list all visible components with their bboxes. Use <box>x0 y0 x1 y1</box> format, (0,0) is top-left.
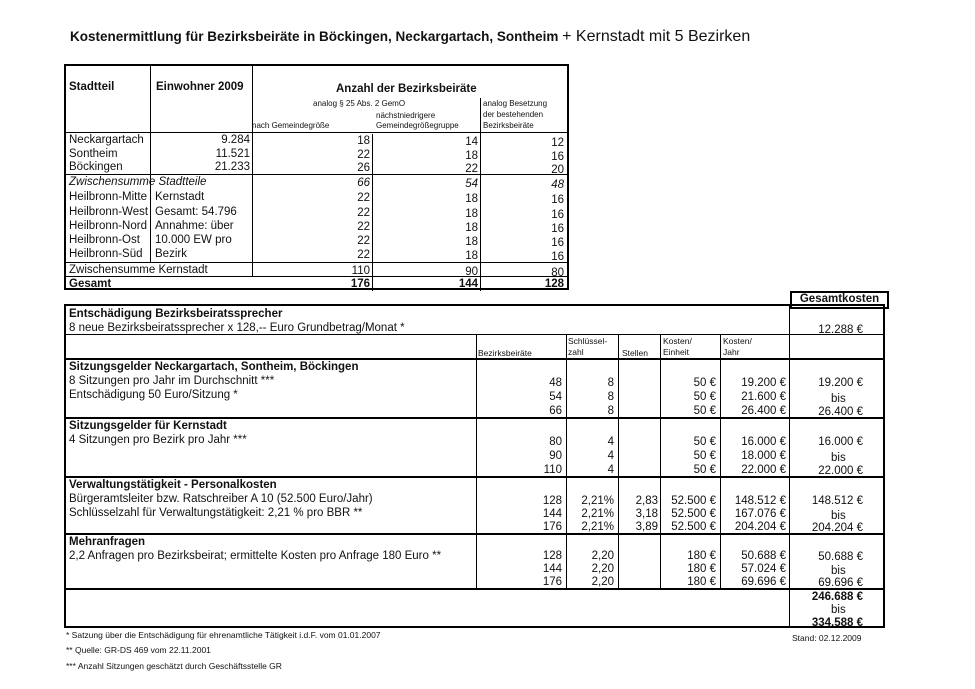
section-title-mehranfragen: Mehranfragen <box>69 536 146 548</box>
header-col-c-1: analog Besetzung <box>483 99 548 108</box>
section-title-sprecher: Entschädigung Bezirksbeiratssprecher <box>69 308 283 320</box>
grand-total-to: 334.588 € <box>811 617 863 629</box>
section-title-verwaltung: Verwaltungstätigkeit - Personalkosten <box>69 479 277 491</box>
header-col-b-2: Gemeindegrößegruppe <box>376 121 459 130</box>
section-title-sitzungsgelder: Sitzungsgelder Neckargartach, Sontheim, Böckingen <box>69 361 359 373</box>
sprecher-line: 8 neue Bezirksbeiratssprecher x 128,-- Euro Grundbetrag/Monat * <box>69 322 405 334</box>
header-col-b-1: nächstniedrigere <box>376 111 436 120</box>
colhead-schluessel-2: zahl <box>568 347 584 357</box>
header-einwohner: Einwohner 2009 <box>156 81 244 93</box>
header-stadtteil: Stadtteil <box>69 81 115 93</box>
grand-total-bis: bis <box>831 604 846 616</box>
footnote-2: ** Quelle: GR-DS 469 vom 22.11.2001 <box>66 645 211 655</box>
footnote-3: *** Anzahl Sitzungen geschätzt durch Geschäftsstelle GR <box>66 661 282 671</box>
sprecher-total: 12.288 € <box>818 324 863 336</box>
colhead-stellen: Stellen <box>622 348 648 358</box>
header-col-a: nach Gemeindegröße <box>252 121 330 130</box>
gesamtkosten-header: Gesamtkosten <box>790 291 889 309</box>
colhead-bezirksbeiraete: Bezirksbeiräte <box>478 348 532 358</box>
colhead-kosten-jahr-1: Kosten/ <box>723 336 752 346</box>
header-anzahl: Anzahl der Bezirksbeiräte <box>336 83 477 95</box>
colhead-kosten-einheit-1: Kosten/ <box>663 336 692 346</box>
colhead-kosten-jahr-2: Jahr <box>723 347 740 357</box>
footnote-1: * Satzung über die Entschädigung für ehrenamtliche Tätigkeit i.d.F. vom 01.01.2007 <box>66 630 381 640</box>
header-col-c-2: der bestehenden <box>483 110 544 119</box>
title-main: Kostenermittlung für Bezirksbeiräte in Böckingen, Neckargartach, Sontheim <box>70 29 559 44</box>
stand-date: Stand: 02.12.2009 <box>792 633 862 643</box>
header-col-c-3: Bezirksbeiräte <box>483 121 534 130</box>
section-title-kernstadt: Sitzungsgelder für Kernstadt <box>69 420 227 432</box>
document-title <box>70 28 750 46</box>
title-suffix: + Kernstadt mit 5 Bezirken <box>562 28 751 45</box>
header-analog-gemo: analog § 25 Abs. 2 GemO <box>313 99 406 108</box>
grand-total-from: 246.688 € <box>811 591 863 603</box>
population-table: Stadtteil Einwohner 2009 Anzahl der Bezirksbeiräte analog § 25 Abs. 2 GemO nach Gemeindegröße nächstniedrigere Gemeindegrößegruppe analog Besetzung der bestehenden Bezirksbeiräte Neckargartach 9.284 18 14 12 Sontheim 11.521 22 18 16 Böckingen 21.233 26 22 20 Zwischensumme Stadtteile 66 54 48 Heilbronn-Mitte Kernstadt 22 18 16 Heilbronn-West Gesamt: 54.796 22 18 16 Heilbronn-Nord Annahme: über 22 18 16 Heilbronn-Ost 10.000 EW pro 22 18 16 Heilbronn-Süd Bezirk 22 18 16 Zwischensumme Kernstadt 110 90 80 Gesamt 176 144 128 <box>64 64 569 290</box>
colhead-kosten-einheit-2: Einheit <box>663 347 689 357</box>
cost-table: Entschädigung Bezirksbeiratssprecher 8 neue Bezirksbeiratssprecher x 128,-- Euro Grundbetrag/Monat * 12.288 € Bezirksbeiräte Schlüssel- zahl Stellen Kosten/ Einheit Kosten/ Jahr Sitzungsgelder Neckargartach, Sontheim, Böckingen 8 Sitzungen pro Jahr im Durchschnitt *** Entschädigung 50 Euro/Sitzung * 48 8 50 € 19.200 € 19.200 € 54 8 50 € 21.600 € bis 66 8 50 € 26.400 € 26.400 € Sitzungsgelder für Kernstadt 4 Sitzungen pro Bezirk pro Jahr *** 80 4 50 € 16.000 € 16.000 € 90 4 50 € 18.000 € bis 110 4 50 € 22.000 € 22.000 € Verwaltungstätigkeit - Personalkosten Bürgeramtsleiter bzw. Ratschreiber A 10 (52.500 Euro/Jahr) Schlüsselzahl für Verwaltungstätigkeit: 2,21 % pro BBR ** 128 2,21% 2,83 52.500 € 148.512 € 148.512 € 144 2,21% 3,18 52.500 € 167.076 € bis 176 2,21% 3,89 52.500 € 204.204 € 204.204 € Mehranfragen 2,2 Anfragen pro Bezirksbeirat; ermittelte Kosten pro Anfrage 180 Euro ** 128 2,20 180 € 50.688 € 50.688 € 144 2,20 180 € 57.024 € bis 176 2,20 180 € 69.696 € 69.696 € 246.688 € bis 334.588 € <box>64 304 885 628</box>
colhead-schluessel-1: Schlüssel- <box>568 336 608 346</box>
